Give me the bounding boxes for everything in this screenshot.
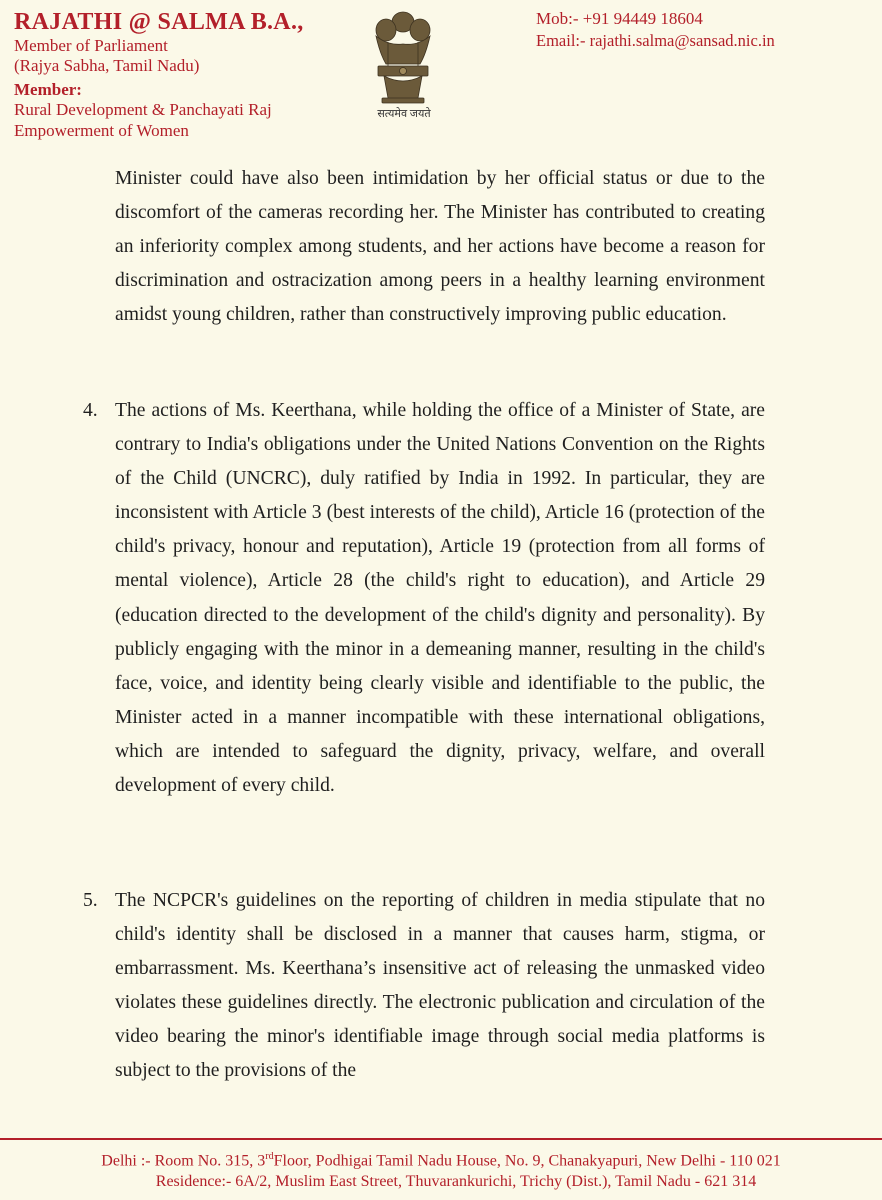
- designation: Member of Parliament: [14, 36, 168, 56]
- floor-ordinal: rd: [265, 1151, 274, 1162]
- letterhead: [0, 0, 882, 150]
- continuation-paragraph: Minister could have also been intimidation by her official status or due to the discomfort of the cameras recording her. The Minister has contributed to creating an inferiority complex among students, and her actions have become a reason for discrimination and ostracization among peers in a healthy learning environment amidst young children, rather than constructively improving public education.: [115, 168, 765, 326]
- residence-address: Residence:- 6A/2, Muslim East Street, Thuvarankurichi, Trichy (Dist.), Tamil Nadu - 621 314: [155, 1173, 757, 1191]
- mobile-number: Mob:- +91 94449 18604: [536, 9, 703, 28]
- emblem-motto: सत्यमेव जयते: [377, 108, 431, 120]
- item-number-5: 5.: [83, 890, 98, 911]
- house: (Rajya Sabha, Tamil Nadu): [14, 56, 200, 76]
- member-label: Member:: [14, 80, 82, 100]
- committee-1: Rural Development & Panchayati Raj: [14, 100, 272, 120]
- committee-2: Empowerment of Women: [14, 120, 189, 140]
- item-number-4: 4.: [83, 400, 98, 421]
- member-name: RAJATHI @ SALMA B.A.,: [14, 9, 304, 35]
- item-paragraph-4: The actions of Ms. Keerthana, while holding the office of a Minister of State, are contrary to India's obligations under the United Nations Convention on the Rights of the Child (UNCRC), duly ratified by India in 1992. In particular, they are inconsistent with Article 3 (best interests of the child), Article 16 (protection of the child's privacy, honour and reputation), Article 19 (protection from all forms of mental violence), Article 28 (the child's right to education), and Article 29 (education directed to the development of the child's dignity and personality). By publicly engaging with the minor in a demeaning manner, resulting in the child's face, voice, and identity being clearly visible and identifiable to the public, the Minister acted in a manner incompatible with these international obligations, which are intended to safeguard the dignity, privacy, welfare, and overall development of every child.: [115, 400, 765, 797]
- item-paragraph-5: The NCPCR's guidelines on the reporting of children in media stipulate that no child's identity shall be disclosed in a manner that causes harm, stigma, or embarrassment. Ms. Keerthana’s insensitive act of releasing the unmasked video violates these guidelines directly. The electronic publication and circulation of the video bearing the minor's identifiable image through social media platforms is subject to the provisions of the: [115, 890, 765, 1082]
- delhi-address-prefix: Delhi :- Room No. 315, 3: [101, 1152, 266, 1170]
- delhi-address-rest: Floor, Podhigai Tamil Nadu House, No. 9, Chanakyapuri, New Delhi - 110 021: [273, 1152, 781, 1170]
- delhi-address: [0, 1150, 882, 1172]
- footer-address: [0, 1150, 882, 1193]
- footer-divider: [0, 1138, 882, 1140]
- email-address: Email:- rajathi.salma@sansad.nic.in: [536, 31, 775, 51]
- letterhead-contact: [536, 8, 775, 52]
- letterhead-left: [14, 8, 304, 141]
